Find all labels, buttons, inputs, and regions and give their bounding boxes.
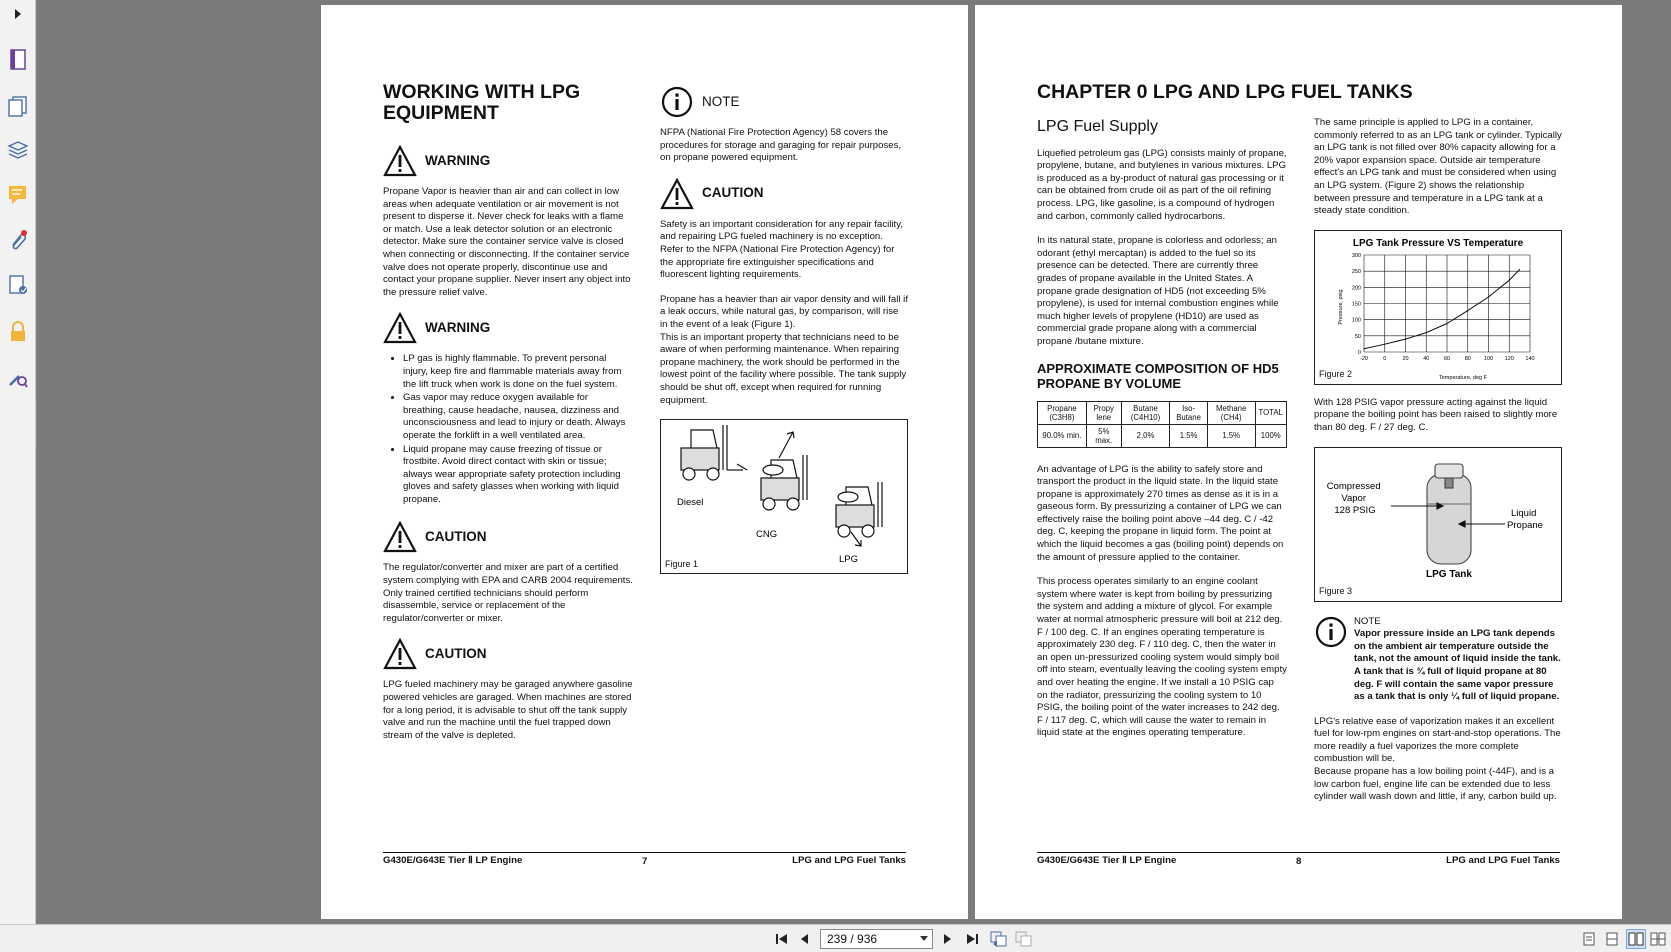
note-callout [1314, 616, 1563, 704]
chart-data-point [1426, 332, 1427, 333]
left-column [1037, 107, 1287, 752]
figure-1 [660, 419, 908, 574]
caution-text: The regulator/converter and mixer are part of a certified system complying with EPA and CARB 2004 requirements. Only trained certified technicians should perform disassemble, service or replacement of the regulator/converter or mixer. [383, 562, 633, 624]
table-cell: 100% [1255, 424, 1286, 447]
tank-label-liquid-line: Propane [1507, 519, 1543, 531]
chart-series-line [1364, 269, 1520, 348]
title-line: WORKING WITH LPG [383, 81, 581, 103]
table-cell: 5% max. [1086, 424, 1121, 447]
chart-y-tick-label: 100 [1351, 317, 1361, 324]
footer-left: G430E/G643E Tier Ⅱ LP Engine [383, 855, 523, 866]
caution-label: CAUTION [702, 185, 764, 201]
tank-label-liquid [1507, 508, 1543, 531]
chart-data-point [1467, 310, 1468, 311]
chart-y-tick-label: 0 [1357, 349, 1361, 356]
single-page-view-icon[interactable] [1580, 929, 1598, 949]
warning-icon [383, 145, 417, 177]
warning-icon [383, 638, 417, 670]
caution-callout [383, 637, 633, 671]
figure-3 [1314, 447, 1562, 602]
warning-callout [383, 144, 633, 178]
note-text: Vapor pressure inside an LPG tank depends on the ambient air temperature outside the tank, not the amount of liquid inside the tank. A tank that is ¾ full of liquid propane at 80 deg. F will contain the same vapor pressure as a tank that is only ¼ full of liquid propane. [1354, 628, 1561, 703]
chart-data-point [1488, 296, 1489, 297]
caution-label: CAUTION [425, 529, 487, 545]
table-cell: 90.0% min. [1038, 424, 1087, 447]
footer-left: G430E/G643E Tier Ⅱ LP Engine [1037, 855, 1177, 866]
chart-data-point [1363, 348, 1364, 349]
table-header-cell: Methane (CH4) [1207, 401, 1255, 424]
page-footer [1037, 852, 1560, 866]
chart-y-tick-label: 250 [1351, 268, 1361, 275]
table-header-cell: Iso-Butane [1170, 401, 1208, 424]
chart-x-tick-label: 20 [1402, 355, 1409, 362]
right-column [1314, 117, 1563, 816]
chapter-title: CHAPTER 0 LPG AND LPG FUEL TANKS [1037, 81, 1413, 103]
previous-page-icon[interactable] [796, 929, 814, 949]
list-item: • Gas vapor may reduce oxygen available for breathing, cause headache, nausea, dizziness and unconsciousness and lead to injury or death. Always operate the forklift in a well ventilated area. [403, 392, 633, 442]
warning-icon [383, 521, 417, 553]
tank-label-vapor [1327, 481, 1384, 516]
left-toolbar [0, 0, 36, 924]
list-item: • LP gas is highly flammable. To prevent personal injury, keep fire and flammable materials away from the lift truck when work is done on the fuel system. [403, 353, 633, 391]
lock-icon[interactable] [6, 320, 30, 344]
note-label: NOTE [1354, 615, 1381, 627]
comment-icon[interactable] [6, 183, 30, 207]
pages-icon[interactable] [6, 94, 30, 118]
page-indicator: 239 / 936 [827, 932, 878, 946]
table-header-cell: Butane (C4H10) [1121, 401, 1170, 424]
title-line: EQUIPMENT [383, 102, 499, 124]
figure-label-lpg: LPG [839, 554, 859, 566]
paragraph: An advantage of LPG is the ability to safely store and transport the product in the liquid state. In the liquid state propane is approximately 270 times as dense as it is in a gaseous form. By pressurizing a container of LPG we can effectively raise the boiling point above –44 deg. C / -42 deg. C, keeping the propane in liquid form. The point at which the liquid becomes a gas (boiling point) depends on the amount of pressure applied to the container. [1037, 463, 1284, 563]
chart-data-point [1446, 323, 1447, 324]
table-header-cell: TOTAL [1255, 401, 1286, 424]
chart-x-tick-label: 60 [1443, 355, 1451, 362]
table-cell: 1.5% [1170, 424, 1208, 447]
chart-y-tick-label: 50 [1354, 333, 1361, 340]
page-title [383, 82, 633, 124]
table-row [1038, 424, 1287, 447]
warning-callout [383, 311, 633, 345]
table-header-cell: Propane (C3H8) [1038, 401, 1087, 424]
chart-y-tick-label: 150 [1351, 301, 1361, 308]
next-view-icon[interactable] [1013, 929, 1035, 949]
chart-title: LPG Tank Pressure VS Temperature [1352, 237, 1524, 249]
tank-label-liquid-line: Liquid [1511, 507, 1537, 519]
paragraph: In its natural state, propane is colorless and odorless; an odorant (ethyl mercaptan) is added to the fuel so its presence can be detected. There are currently three grades of propane available in the United States. A propane grade designation of HD5 (not exceeding 5% propylene), is used for internal combustion engines while much higher levels of propylene (HD10) are used as commercial grade propane along with a commercial propane /butane mixture. [1037, 235, 1279, 347]
paragraph: The same principle is applied to LPG in a container, commonly referred to as an LPG tank or cylinder. Typically an LPG tank is not filled over 80% capacity allowing for a 20% vapor expansion space. Outside air temperature effect's an LPG tank and must be considered when using an LPG system. (Figure 2) shows the relationship between pressure and temperature in a LPG tank at a steady state condition. [1314, 117, 1562, 217]
right-column [660, 85, 908, 574]
section-subtitle: LPG Fuel Supply [1037, 118, 1158, 135]
forklift-illustration [661, 420, 907, 573]
paragraph: With 128 PSIG vapor pressure acting against the liquid propane the boiling point has been raised to slightly more than 80 deg. F / 27 deg. C. [1314, 396, 1558, 433]
chart-x-tick-label: 40 [1423, 355, 1430, 362]
tank-label-vapor-line: Vapor [1341, 492, 1367, 504]
caution-callout [660, 177, 908, 211]
warning-text: Propane Vapor is heavier than air and can collect in low areas when adequate ventilation or air movement is not present to disperse it. Never check for leaks with a flame or match. Use a leak detector solution or an electronic detector. Make sure the container service valve is closed when connecting or disconnecting. If the container service valve does not operate properly, discontinue use and contact your propane supplier. Never insert any object into the pressure relief valve. [383, 186, 631, 298]
chevron-down-icon[interactable] [920, 936, 928, 941]
chart-y-tick-label: 200 [1351, 285, 1361, 292]
chart-y-tick-label: 300 [1351, 252, 1361, 259]
paragraph: Propane has a heavier than air vapor density and will fall if a leak occurs, while natural gas, by comparison, will rise in the event of a leak (Figure 1). [660, 293, 908, 330]
chart-x-label: Temperature, deg F [1439, 374, 1487, 381]
note-text: NFPA (National Fire Protection Agency) 58 covers the procedures for storage and garaging for repair purposes, on propane powered equipment. [660, 127, 902, 164]
chart-x-tick-label: 100 [1483, 355, 1494, 362]
left-column [383, 82, 633, 754]
table-heading: APPROXIMATE COMPOSITION OF HD5 PROPANE BY VOLUME [1037, 360, 1279, 391]
two-page-continuous-view-icon[interactable] [1649, 929, 1667, 949]
info-icon [1314, 616, 1348, 648]
chart-data-point [1509, 279, 1510, 280]
figure-caption: Figure 2 [1319, 369, 1353, 380]
table-cell: 1.5% [1207, 424, 1255, 447]
attachment-icon[interactable] [6, 228, 30, 252]
tank-label: LPG Tank [1426, 568, 1472, 580]
caution-text: Safety is an important consideration for any repair facility, and repairing LPG fueled machinery is no exception. Refer to the NFPA (National Fire Protection Agency) for the appropriate fire extinguisher specifications and fluorescent lighting requirements. [660, 218, 903, 281]
first-page-icon[interactable] [772, 929, 792, 949]
chart-data-point [1405, 338, 1406, 339]
caution-callout [383, 520, 633, 554]
info-icon [660, 86, 694, 118]
paragraph: This process operates similarly to an engine coolant system where water is kept from boiling by pressurizing the system and adding a mixture of glycol. For example water at normal atmospheric pressure will boil at 212 deg. F / 100 deg. C. If an engines operating temperature is approximately 230 deg. F / 110 deg. C, then the water in an open un-pressurized cooling system would simply boil off into steam, eventually leaving the cooling system empty and over heating the engine. If we install a 10 PSIG cap on the radiator, pressurizing the cooling system to 10 PSIG, the boiling point of the water increases to 242 deg. F / 117 deg. C, which will cause the water to remain in liquid state at the engines operating temperature. [1037, 576, 1287, 739]
caution-text: LPG fueled machinery may be garaged anywhere gasoline powered vehicles are garaged. When machines are stored for a long period, it is advisable to shut off the tank supply valve and run the machine until the fuel trapped down stream of the valve is depleted. [383, 679, 633, 741]
note-callout [660, 85, 908, 119]
search-tool-icon[interactable] [6, 366, 30, 390]
next-page-icon[interactable] [938, 929, 956, 949]
page-icon[interactable] [6, 48, 30, 72]
table-cell: 2.0% [1121, 424, 1170, 447]
continuous-view-icon[interactable] [1603, 929, 1621, 949]
paragraph: LPG's relative ease of vaporization makes it an excellent fuel for low-rpm engines on start-and-stop operations. The more readily a fuel vaporizes the more complete combustion will be. [1314, 715, 1561, 765]
caution-label: CAUTION [425, 646, 487, 662]
chart-x-tick-label: 120 [1504, 355, 1514, 362]
page-number: 7 [642, 856, 648, 867]
table-header-row [1038, 401, 1287, 424]
warning-bullet-list [383, 353, 633, 506]
tank-label-vapor-line: Compressed [1326, 480, 1381, 492]
page-footer [383, 852, 906, 866]
footer-right: LPG and LPG Fuel Tanks [792, 855, 906, 866]
chart-data-point [1384, 343, 1385, 344]
paragraph: This is an important property that technicians need to be aware of when performing maintenance. When repairing propane machinery, the work should be performed in the lowest point of the facility where possible. The tank supply should be shut off, except when required for running equipment. [660, 331, 907, 406]
table-header-cell: Propy lene [1086, 401, 1121, 424]
paragraph: Because propane has a low boiling point (-44F), and is a low carbon fuel, engine life can be extended due to less cylinder wall wash down and little, if any, carbon build up. [1314, 766, 1557, 803]
lpg-tank-illustration [1315, 448, 1561, 601]
warning-label: WARNING [425, 320, 491, 336]
figure-caption: Figure 3 [1319, 585, 1353, 596]
note-label: NOTE [702, 93, 740, 109]
layers-icon[interactable] [6, 138, 30, 162]
footer-right: LPG and LPG Fuel Tanks [1446, 855, 1560, 866]
warning-icon [383, 312, 417, 344]
document-page-8 [975, 5, 1622, 919]
figure-label-diesel: Diesel [677, 497, 704, 509]
figure-caption: Figure 1 [665, 558, 699, 569]
previous-view-icon[interactable] [988, 929, 1010, 949]
warning-label: WARNING [425, 152, 491, 168]
chart-data-point [1519, 269, 1520, 270]
expand-icon[interactable] [6, 2, 30, 26]
chart-x-tick-label: 80 [1464, 355, 1471, 362]
chart-x-tick-label: 140 [1525, 355, 1535, 362]
page-number: 8 [1296, 856, 1302, 867]
chart-x-tick-label: 0 [1383, 355, 1387, 362]
tank-label-vapor-line: 128 PSIG [1334, 504, 1376, 516]
sidebar-resize-handle[interactable] [36, 400, 40, 448]
chart-x-tick-label: -20 [1360, 355, 1368, 362]
paragraph: Liquefied petroleum gas (LPG) consists mainly of propane, propylene, butane, and butylenes in various mixtures. LPG is produced as a by-product of natural gas processing or it can be obtained from crude oil as part of the oil refining process. LPG, like gasoline, is a compound of hydrogen and carbon, commonly called hydrocarbons. [1037, 147, 1287, 222]
document-page-7 [321, 5, 968, 919]
figure-2-chart [1314, 230, 1562, 385]
two-page-view-icon[interactable] [1626, 929, 1646, 949]
chart-y-label: Pressure, psig [1338, 289, 1344, 325]
bottom-navigation-bar [0, 924, 1671, 952]
page-number-input[interactable] [820, 929, 933, 949]
list-item: • Liquid propane may cause freezing of tissue or frostbite. Avoid direct contact with skin or tissue; always wear appropriate safety protection including gloves and safety glasses when working with liquid propane. [403, 444, 633, 507]
pressure-temperature-chart [1315, 231, 1561, 384]
last-page-icon[interactable] [962, 929, 982, 949]
signature-icon[interactable] [6, 273, 30, 297]
warning-icon [660, 178, 694, 210]
composition-table [1037, 401, 1287, 448]
figure-label-cng: CNG [756, 529, 778, 541]
